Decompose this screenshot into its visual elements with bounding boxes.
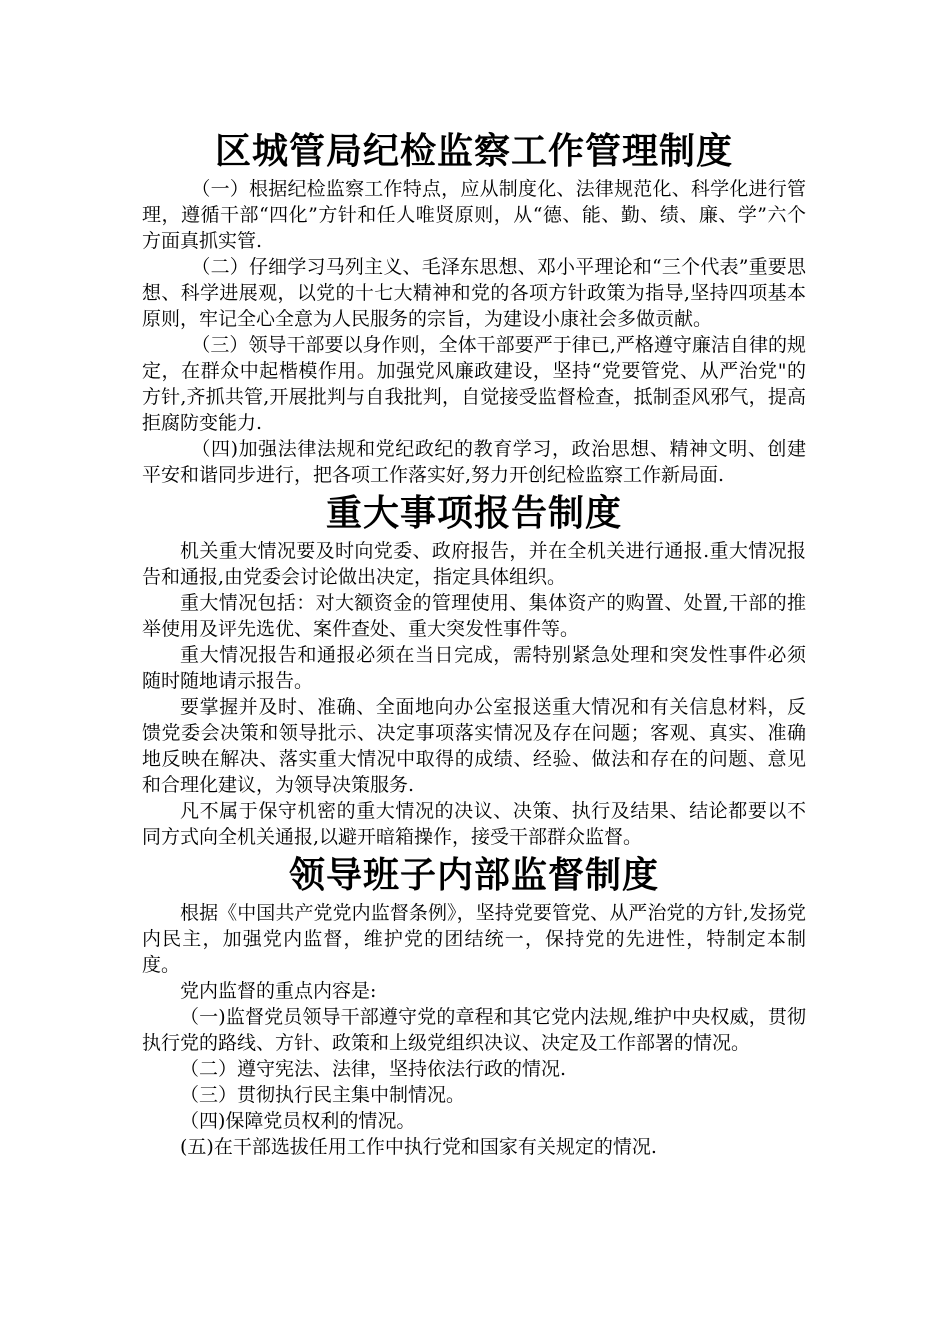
paragraph: 重大情况包括：对大额资金的管理使用、集体资产的购置、处置,干部的推举使用及评先选优、案件查处、重大突发性事件等。 [142,592,806,640]
paragraph: （一)监督党员领导干部遵守党的章程和其它党内法规,维护中央权威，贯彻执行党的路线、方针、政策和上级党组织决议、决定及工作部署的情况。 [142,1006,806,1054]
section-title: 区城管局纪检监察工作管理制度 [214,130,733,172]
section-title: 领导班子内部监督制度 [288,854,659,896]
paragraph: 党内监督的重点内容是: [180,980,377,1002]
paragraph: 重大情况报告和通报必须在当日完成，需特别紧急处理和突发性事件必须随时随地请示报告。 [142,644,806,692]
paragraph: 机关重大情况要及时向党委、政府报告，并在全机关进行通报.重大情况报告和通报,由党委会讨论做出决定，指定具体组织。 [142,540,806,588]
paragraph: 凡不属于保守机密的重大情况的决议、决策、执行及结果、结论都要以不同方式向全机关通报,以避开暗箱操作，接受干部群众监督。 [142,800,806,848]
paragraph: （二）遵守宪法、法律，坚持依法行政的情况. [180,1058,567,1080]
document-body [142,126,806,1160]
section-major-matters-report [142,488,806,850]
paragraph: （四)加强法律法规和党纪政纪的教育学习，政治思想、精神文明、创建平安和谐同步进行，把各项工作落实好,努力开创纪检监察工作新局面. [142,438,806,486]
paragraph: （二）仔细学习马列主义、毛泽东思想、邓小平理论和“三个代表”重要思想、科学进展观，以党的十七大精神和党的各项方针政策为指导,坚持四项基本原则，牢记全心全意为人民服务的宗旨，为建设小康社会多做贡献。 [142,256,806,330]
paragraph: 要掌握并及时、准确、全面地向办公室报送重大情况和有关信息材料，反馈党委会决策和领导批示、决定事项落实情况及存在问题；客观、真实、准确地反映在解决、落实重大情况中取得的成绩、经验、做法和存在的问题、意见和合理化建议，为领导决策服务. [142,696,806,796]
paragraph: （一）根据纪检监察工作特点，应从制度化、法律规范化、科学化进行管理，遵循干部“四化”方针和任人唯贤原则，从“德、能、勤、绩、廉、学”六个方面真抓实管. [142,178,806,252]
paragraph: （三）领导干部要以身作则，全体干部要严于律已,严格遵守廉洁自律的规定，在群众中起楷模作用。加强党风廉政建设，坚持“党要管党、从严治党"的方针,齐抓共管,开展批判与自我批判，自觉接受监督检查，抵制歪风邪气，提高拒腐防变能力. [142,334,806,434]
paragraph: 根据《中国共产党党内监督条例》，坚持党要管党、从严治党的方针,发扬党内民主，加强党内监督，维护党的团结统一，保持党的先进性，特制定本制度。 [142,902,806,976]
paragraph: （三）贯彻执行民主集中制情况。 [180,1084,466,1106]
paragraph: （四)保障党员权利的情况。 [180,1110,416,1132]
section-internal-supervision [142,850,806,1160]
section-discipline-inspection [142,126,806,488]
section-title: 重大事项报告制度 [325,492,622,534]
paragraph: (五)在干部选拔任用工作中执行党和国家有关规定的情况. [180,1136,657,1158]
